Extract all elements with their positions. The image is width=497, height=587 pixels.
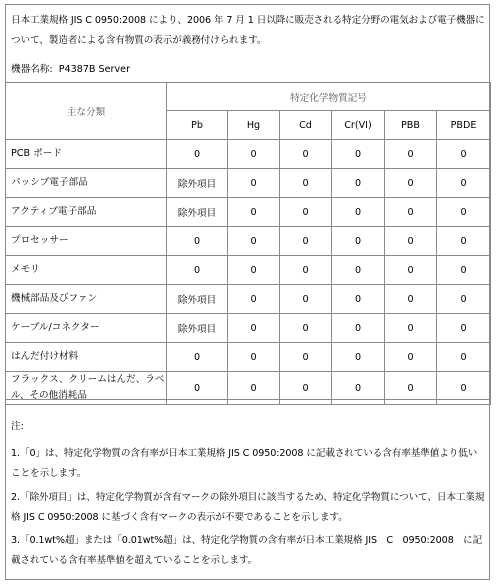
row-label: メモリ <box>6 256 167 285</box>
column-header: PBB <box>385 111 437 140</box>
table-cell: 0 <box>385 285 437 314</box>
table-cell: 0 <box>280 285 332 314</box>
table-row <box>6 227 491 256</box>
table-cell: 0 <box>437 343 491 372</box>
model-line <box>11 60 130 80</box>
column-header: Cr(VI) <box>332 111 385 140</box>
table-cell: 0 <box>228 314 280 343</box>
table-cell: 0 <box>228 256 280 285</box>
table-cell: 0 <box>280 169 332 198</box>
table-cell: 除外項目 <box>167 198 228 227</box>
table-cell: 0 <box>332 343 385 372</box>
row-label: はんだ付け材料 <box>6 343 167 372</box>
table-row <box>6 285 491 314</box>
table-cell: 除外項目 <box>167 285 228 314</box>
table-cell: 0 <box>228 285 280 314</box>
table-cell: 0 <box>437 169 491 198</box>
table-cell: 0 <box>280 227 332 256</box>
table-cell: 0 <box>228 140 280 169</box>
table-cell: 0 <box>385 256 437 285</box>
table-cell: 0 <box>228 372 280 405</box>
table-cell: 0 <box>385 314 437 343</box>
table-cell: 0 <box>228 227 280 256</box>
table-cell: 0 <box>437 285 491 314</box>
table-cell: 0 <box>280 314 332 343</box>
table-cell: 0 <box>280 256 332 285</box>
table-cell: 除外項目 <box>167 314 228 343</box>
substance-table <box>5 82 491 405</box>
table-cell: 0 <box>280 198 332 227</box>
table-cell: 0 <box>385 169 437 198</box>
table-cell: 0 <box>167 343 228 372</box>
table-cell: 0 <box>437 140 491 169</box>
row-label: 機械部品及びファン <box>6 285 167 314</box>
main-category-header: 主な分類 <box>6 83 167 140</box>
column-header: PBDE <box>437 111 491 140</box>
row-label: プロセッサー <box>6 227 167 256</box>
column-header: Cd <box>280 111 332 140</box>
table-cell: 0 <box>332 227 385 256</box>
column-header: Hg <box>228 111 280 140</box>
table-cell: 0 <box>332 169 385 198</box>
model-value: P4387B Server <box>58 64 131 75</box>
table-cell: 0 <box>437 314 491 343</box>
row-label: パッシブ電子部品 <box>6 169 167 198</box>
table-cell: 0 <box>385 372 437 405</box>
table-row <box>6 314 491 343</box>
table-row <box>6 169 491 198</box>
note-item: 1.「0」は、特定化学物質の含有率が日本工業規格 JIS C 0950:2008 に記載されている含有率基準値より低いことを示します。 <box>11 448 478 479</box>
table-cell: 0 <box>437 256 491 285</box>
notes-title: 注: <box>11 421 24 432</box>
table-cell: 0 <box>332 285 385 314</box>
table-cell: 0 <box>167 140 228 169</box>
substance-group-header: 特定化学物質記号 <box>167 83 491 111</box>
table-cell: 0 <box>332 314 385 343</box>
table-cell: 0 <box>167 256 228 285</box>
table-cell: 0 <box>280 140 332 169</box>
note-item: 2.「除外項目」は、特定化学物質が含有マークの除外項目に該当するため、特定化学物質について、日本工業規格 JIS C 0950:2008 に基づく含有マークの表示が不要であることを示します。 <box>11 492 485 523</box>
table-cell: 0 <box>332 256 385 285</box>
intro-paragraph: 日本工業規格 JIS C 0950:2008 により、2006 年 7 月 1 日以降に販売される特定分野の電気および電子機器について、製造者による含有物質の表示が義務付けられます。 <box>11 15 485 46</box>
table-cell: 0 <box>167 372 228 405</box>
table-cell: 0 <box>228 198 280 227</box>
table-cell: 除外項目 <box>167 169 228 198</box>
note-item: 3.「0.1wt%超」または「0.01wt%超」は、特定化学物質の含有率が日本工業規格 JIS C 0950:2008 に記載されている含有率基準値を超えていることを示します。 <box>11 535 483 566</box>
row-label: アクティブ電子部品 <box>6 198 167 227</box>
table-cell: 0 <box>280 343 332 372</box>
notes-section <box>5 399 490 580</box>
table-cell: 0 <box>437 198 491 227</box>
table-cell: 0 <box>280 372 332 405</box>
table-row <box>6 140 491 169</box>
table-cell: 0 <box>332 198 385 227</box>
table-row <box>6 256 491 285</box>
table-cell: 0 <box>437 227 491 256</box>
row-label: PCB ボード <box>6 140 167 169</box>
row-label: ケーブル/コネクター <box>6 314 167 343</box>
row-label: フラックス、クリームはんだ、ラベル、その他消耗品 <box>6 372 167 405</box>
table-cell: 0 <box>228 343 280 372</box>
table-cell: 0 <box>385 227 437 256</box>
table-cell: 0 <box>437 372 491 405</box>
table-cell: 0 <box>385 140 437 169</box>
table-cell: 0 <box>167 227 228 256</box>
model-label: 機器名称: <box>11 64 53 75</box>
table-cell: 0 <box>385 343 437 372</box>
table-row <box>6 343 491 372</box>
table-cell: 0 <box>332 372 385 405</box>
table-cell: 0 <box>228 169 280 198</box>
table-cell: 0 <box>332 140 385 169</box>
table-row <box>6 198 491 227</box>
column-header: Pb <box>167 111 228 140</box>
table-cell: 0 <box>385 198 437 227</box>
